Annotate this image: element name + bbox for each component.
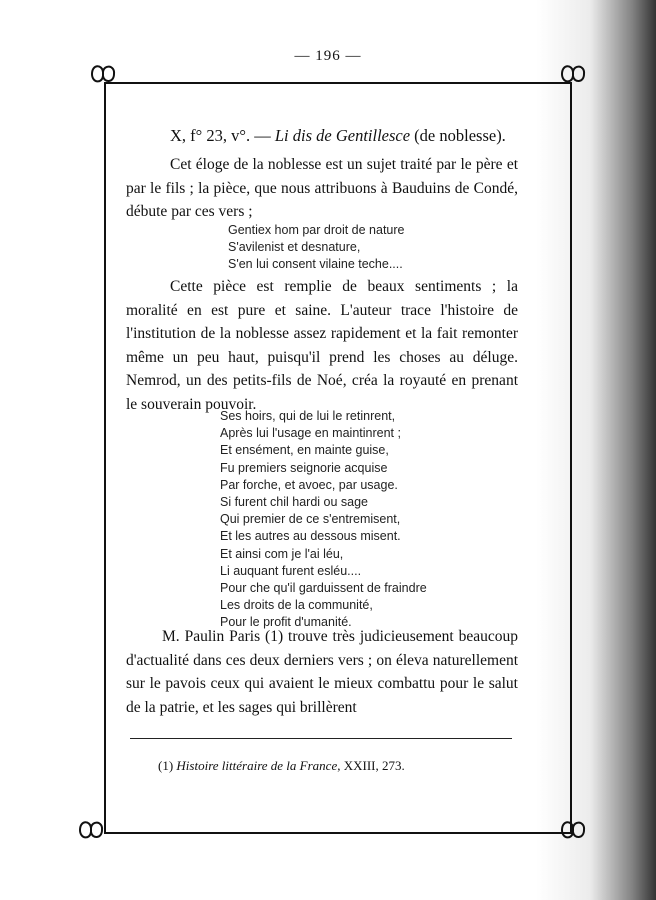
corner-ornament-icon: [76, 818, 106, 842]
footnote-title: Histoire littéraire de la France: [176, 758, 338, 773]
verse-line: Ses hoirs, qui de lui le retinrent,: [220, 409, 396, 423]
verse-line: Li auquant furent esléu....: [220, 563, 362, 578]
verse-quote: [228, 222, 405, 274]
verse-line: Si furent chil hardi ou sage: [220, 495, 369, 510]
entry-reference: X, f° 23, v°. —: [170, 126, 275, 145]
verse-line: Les droits de la communité,: [220, 598, 373, 613]
corner-ornament-icon: [558, 62, 588, 86]
verse-line: Fu premiers seignorie acquise: [220, 460, 388, 475]
verse-line: Et ensément, en mainte guise,: [220, 443, 389, 458]
footnote-reference: , XXIII, 273.: [337, 758, 405, 773]
footnote-marker: (1): [158, 758, 177, 773]
verse-quote: [220, 408, 427, 632]
verse-line: Qui premier de ce s'entremisent,: [220, 512, 401, 527]
footnote: [158, 758, 405, 774]
verse-line: S'en lui consent vilaine teche....: [228, 257, 403, 272]
verse-line: Gentiex hom par droit de nature: [228, 223, 405, 237]
page-number: — 196 —: [294, 48, 362, 64]
entry-title: Li dis de Gentillesce: [274, 126, 411, 145]
entry-heading: [170, 124, 530, 148]
footnote-divider: [130, 738, 512, 739]
body-paragraph: Cette pièce est remplie de beaux sentiments ; la moralité en est pure et saine. L'auteur trace l'histoire de l'institution de la noblesse assez rapidement et la fait remonter même un peu haut, puisqu'il prend les choses au déluge. Nemrod, un des petits-fils de Noé, créa la royauté en prenant le souverain pouvoir.: [126, 278, 518, 413]
verse-line: Et ainsi com je l'ai léu,: [220, 546, 344, 561]
body-paragraph: M. Paulin Paris (1) trouve très judicieusement beaucoup d'actualité dans ces deux derniers vers ; on éleva naturellement sur le pavois ceux qui avaient le mieux combattu pour le salut de la patrie, et les sages qui brillèrent: [126, 628, 518, 716]
entry-gloss: (de noblesse).: [410, 126, 506, 145]
verse-line: Après lui l'usage en maintinrent ;: [220, 426, 401, 441]
body-paragraph: Cet éloge de la noblesse est un sujet traité par le père et par le fils ; la pièce, que nous attribuons à Bauduins de Condé, débute par ces vers ;: [126, 156, 518, 220]
corner-ornament-icon: [88, 62, 118, 86]
verse-line: Pour che qu'il garduissent de fraindre: [220, 581, 427, 596]
verse-line: Pour le profit d'umanité.: [220, 615, 352, 630]
verse-line: Et les autres au dessous misent.: [220, 529, 401, 544]
verse-line: S'avilenist et desnature,: [228, 240, 361, 255]
verse-line: Par forche, et avoec, par usage.: [220, 477, 398, 492]
corner-ornament-icon: [558, 818, 588, 842]
